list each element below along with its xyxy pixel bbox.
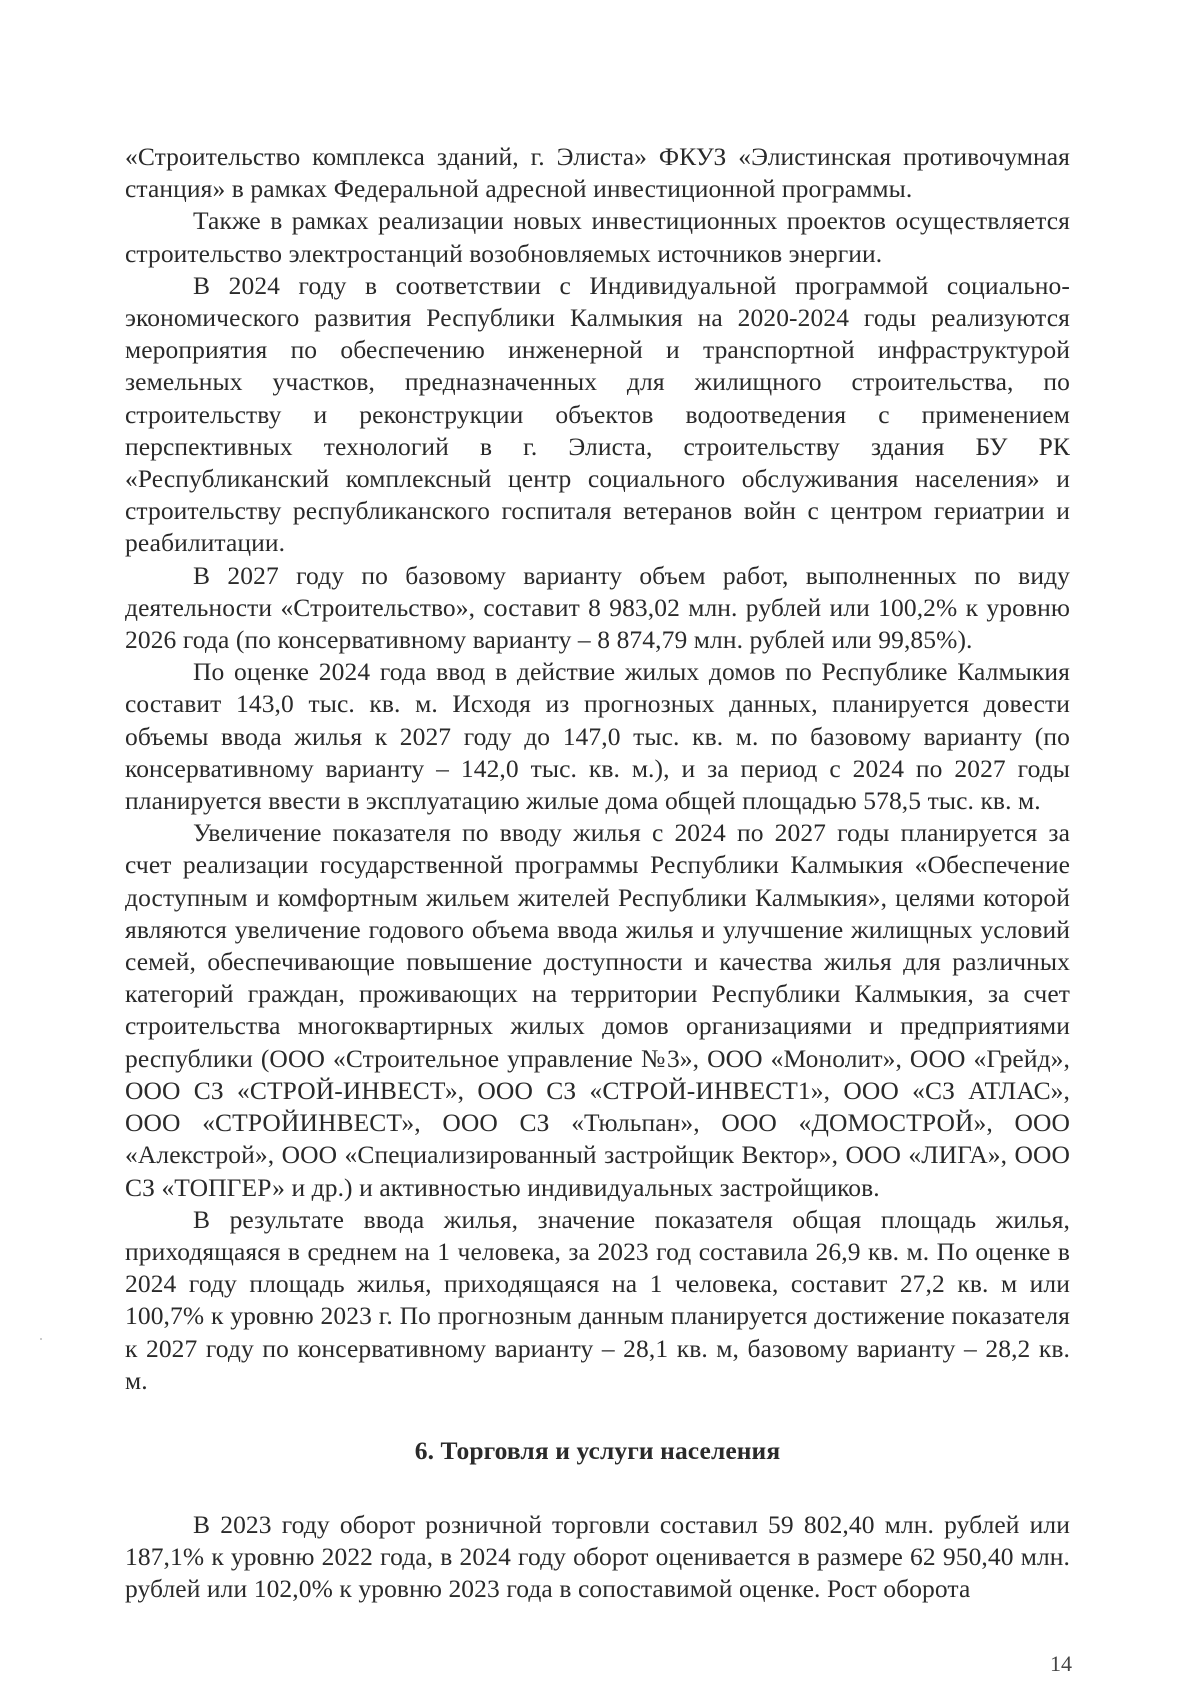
paragraph-construction-complex: «Строительство комплекса зданий, г. Элиста» ФКУЗ «Элистинская противочумная станция» в рамках Федеральной адресной инвестиционной программы. [125, 142, 1070, 204]
paragraph-retail-turnover: В 2023 году оборот розничной торговли составил 59 802,40 млн. рублей или 187,1% к уровню 2022 года, в 2024 году оборот оценивается в размере 62 950,40 млн. рублей или 102,0% к уровню 2023 года в сопоставимой оценке. Рост оборота [125, 1509, 1070, 1604]
document-body [125, 141, 1070, 1606]
paragraph-renewable-energy: Также в рамках реализации новых инвестиционных проектов осуществляется строительство электростанций возобновляемых источников энергии. [125, 206, 1070, 268]
paragraph-housing-program: Увеличение показателя по вводу жилья с 2024 по 2027 годы планируется за счет реализации государственной программы Республики Калмыкия «Обеспечение доступным и комфортным жильем жителей Республики Калмыкия», целями которой являются увеличение годового объема ввода жилья и улучшение жилищных условий семей, обеспечивающие повышение доступности и качества жилья для различных категорий граждан, проживающих на территории Республики Калмыкия, за счет строительства многоквартирных жилых домов организациями и предприятиями республики (ООО «Строительное управление №3», ООО «Монолит», ООО «Грейд», ООО СЗ «СТРОЙ-ИНВЕСТ», ООО СЗ «СТРОЙ-ИНВЕСТ1», ООО «СЗ АТЛАС», ООО «СТРОЙИНВЕСТ», ООО СЗ «Тюльпан», ООО «ДОМОСТРОЙ», ООО «Алекстрой», ООО «Специализированный застройщик Вектор», ООО «ЛИГА», ООО СЗ «ТОПГЕР» и др.) и активностью индивидуальных застройщиков. [125, 818, 1070, 1202]
paragraph-housing-commissioning: По оценке 2024 года ввод в действие жилых домов по Республике Калмыкия составит 143,0 тыс. кв. м. Исходя из прогнозных данных, планируется довести объемы ввода жилья к 2027 году до 147,0 тыс. кв. м. по базовому варианту (по консервативному варианту – 142,0 тыс. кв. м.), и за период с 2024 по 2027 годы планируется ввести в эксплуатацию жилые дома общей площадью 578,5 тыс. кв. м. [125, 657, 1070, 816]
page-number: 14 [1050, 1651, 1072, 1676]
paragraph-housing-per-capita: В результате ввода жилья, значение показателя общая площадь жилья, приходящаяся в среднем на 1 человека, за 2023 год составила 26,9 кв. м. По оценке в 2024 году площадь жилья, приходящаяся на 1 человека, составит 27,2 кв. м или 100,7% к уровню 2023 г. По прогнозным данным планируется достижение показателя к 2027 году по консервативному варианту – 28,1 кв. м, базовому варианту – 28,2 кв. м. [125, 1204, 1070, 1395]
scan-artifact [40, 1338, 42, 1340]
section-heading-trade: 6. Торговля и услуги населения [414, 1435, 781, 1465]
paragraph-construction-volume-2027: В 2027 году по базовому варианту объем работ, выполненных по виду деятельности «Строительство», составит 8 983,02 млн. рублей или 100,2% к уровню 2026 года (по консервативному варианту – 8 874,79 млн. рублей или 99,85%). [125, 560, 1070, 655]
paragraph-individual-program: В 2024 году в соответствии с Индивидуальной программой социально-экономического развития Республики Калмыкия на 2020-2024 годы реализуются мероприятия по обеспечению инженерной и транспортной инфраструктурой земельных участков, предназначенных для жилищного строительства, по строительству и реконструкции объектов водоотведения с применением перспективных технологий в г. Элиста, строительству здания БУ РК «Республиканский комплексный центр социального обслуживания населения» и строительству республиканского госпиталя ветеранов войн с центром гериатрии и реабилитации. [125, 270, 1070, 558]
